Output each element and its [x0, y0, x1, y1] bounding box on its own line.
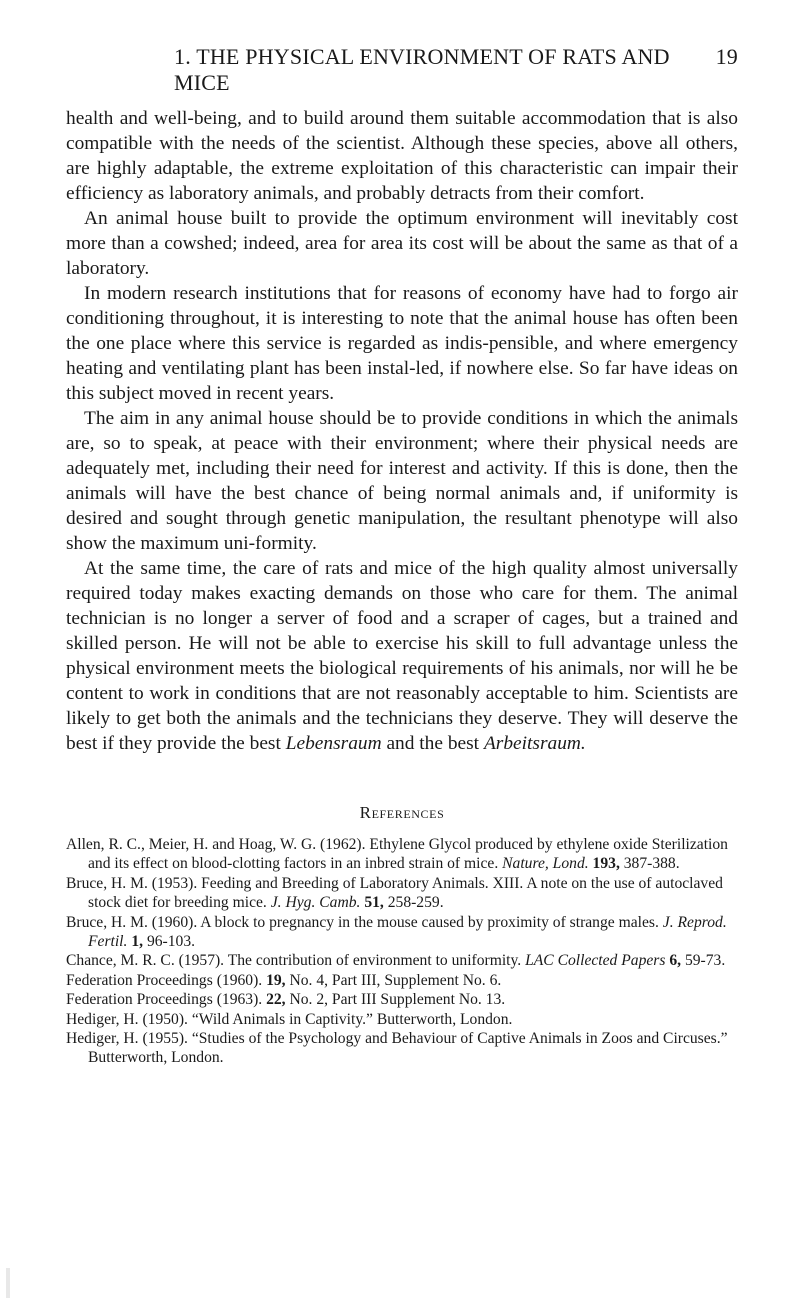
ref-journal: J. Reprod. Fertil. [88, 913, 727, 951]
ref-text: Allen, R. C., Meier, H. and Hoag, W. G. (1962). Ethylene Glycol produced by ethylene oxide Sterilization and its effect on blood-clotting factors in an inbred strain of mice. [66, 836, 728, 873]
ref-volume: 1, [131, 933, 144, 951]
ref-journal: Nature, Lond. [502, 855, 589, 873]
reference-item [66, 913, 738, 952]
ref-volume: 193, [592, 855, 620, 873]
ref-text: Federation Proceedings (1960). [66, 971, 263, 989]
ref-pages: No. 4, Part III, Supplement No. 6. [289, 971, 502, 989]
term-arbeitsraum: Arbeitsraum. [483, 733, 586, 754]
reference-item [66, 874, 738, 913]
ref-pages: No. 2, Part III Supplement No. 13. [289, 991, 506, 1009]
paragraph-1: health and well-being, and to build around them suitable accommodation that is also compatible with the needs of the scientist. Although these species, above all others, are highly adaptable, the extreme exploitation of this characteristic can impair their efficiency as laboratory animals, and probably detracts from their comfort. [66, 108, 738, 204]
reference-item [66, 1029, 738, 1068]
ref-volume: 22, [266, 991, 286, 1009]
reference-item [66, 1010, 738, 1029]
ref-volume: 6, [669, 952, 682, 970]
ref-volume: 19, [266, 971, 286, 989]
paragraph-4: The aim in any animal house should be to provide conditions in which the animals are, so to speak, at peace with their environment; where their physical needs are adequately met, including their need for interest and activity. If this is done, then the animals will have the best chance of being normal animals and, if uniformity is desired and sought through genetic manipulation, the resultant phenotype will also show the maximum uni-formity. [66, 408, 738, 554]
ref-pages: 258-259. [387, 894, 444, 912]
ref-pages: 96-103. [146, 933, 196, 951]
ref-text: Chance, M. R. C. (1957). The contribution of environment to uniformity. [66, 952, 522, 970]
scan-margin-mark [6, 1268, 10, 1298]
ref-pages: 59-73. [684, 952, 726, 970]
ref-text: Bruce, H. M. (1960). A block to pregnancy in the mouse caused by proximity of strange males. [66, 913, 659, 931]
ref-journal: J. Hyg. Camb. [270, 894, 361, 912]
ref-text: Hediger, H. (1955). “Studies of the Psychology and Behaviour of Captive Animals in Zoos and Circuses.” Butterworth, London. [66, 1030, 728, 1067]
paragraph-5 [66, 556, 738, 756]
references-list [66, 835, 738, 1068]
ref-pages: 387-388. [623, 855, 680, 873]
page-number: 19 [715, 44, 738, 69]
paragraph-5-joiner: and the best [386, 733, 480, 754]
reference-item [66, 951, 738, 970]
ref-text: Federation Proceedings (1963). [66, 991, 263, 1009]
body-text [66, 106, 738, 756]
paragraph-2: An animal house built to provide the optimum environment will inevitably cost more than a cowshed; indeed, area for area its cost will be about the same as that of a laboratory. [66, 208, 738, 279]
reference-item [66, 971, 738, 990]
reference-item [66, 835, 738, 874]
ref-journal: LAC Collected Papers [525, 952, 666, 970]
chapter-title: 1. THE PHYSICAL ENVIRONMENT OF RATS AND MICE [174, 44, 670, 95]
paragraph-5-text: At the same time, the care of rats and mice of the high quality almost universally required today makes exacting demands on those who care for them. The animal technician is no longer a server of food and a scraper of cages, but a trained and skilled person. He will not be able to exercise his skill to full advantage unless the physical environment meets the biological requirements of his animals, nor will he be content to work in conditions that are not reasonably acceptable to him. Scientists are likely to get both the animals and the technicians they deserve. They will deserve the best if they provide the best [66, 558, 738, 754]
paragraph-3: In modern research institutions that for reasons of economy have had to forgo air conditioning throughout, it is interesting to note that the animal house has often been the one place where this service is regarded as indis-pensible, and where emergency heating and ventilating plant has been instal-led, if nowhere else. So far have ideas on this subject moved in recent years. [66, 283, 738, 404]
ref-text: Bruce, H. M. (1953). Feeding and Breeding of Laboratory Animals. XIII. A note on the use of autoclaved stock diet for breeding mice. [66, 874, 723, 912]
reference-item [66, 990, 738, 1009]
ref-text: Hediger, H. (1950). “Wild Animals in Captivity.” Butterworth, London. [66, 1010, 513, 1028]
ref-volume: 51, [364, 894, 384, 912]
references-heading: References [359, 803, 445, 822]
book-page [66, 44, 738, 1068]
term-lebensraum: Lebensraum [285, 733, 382, 754]
running-head [66, 44, 738, 96]
